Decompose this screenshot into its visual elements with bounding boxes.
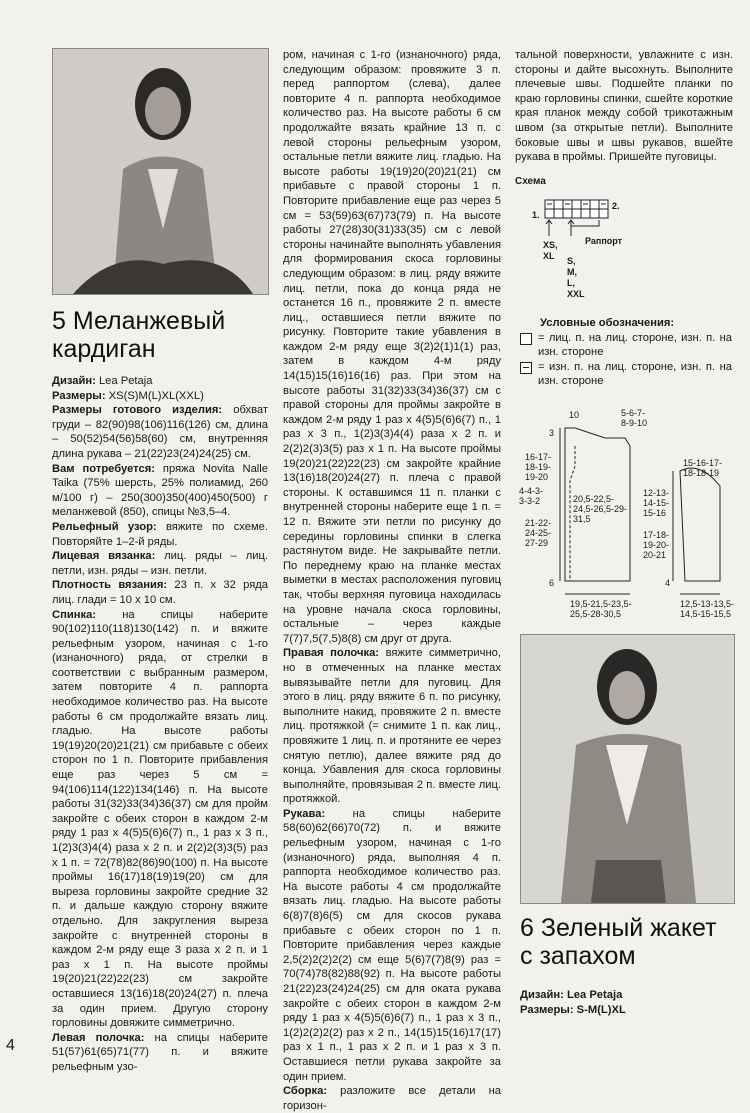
paragraph [52, 389, 268, 404]
model-silhouette-icon [521, 635, 734, 903]
paragraph [283, 807, 501, 1084]
project6-meta [520, 988, 626, 1017]
paragraph-label: Размеры: [52, 389, 106, 402]
paragraph [52, 1031, 268, 1075]
schema-size: M, [567, 267, 577, 277]
paragraph-text: на спицы наберите 58(60)62(66)70(72) п. и вяжите рельефным узором, начиная с 1-го (изнаночного) ряда, выполняя 4 п. раппорта необходимое количество раз. На высоте работы 4 см продолжайте вязать лиц. гладью. На высоте работы 6(8)7(8)6(5) см для скосов рукава прибавьте с обеих сторон по 1 п. Повторите прибавления через каждые 2,5(2)2(2)2(2) см еще 5(6)7(7)8(9) раз = 70(74)78(82)88(92) п. На высоте работы 21(22)23(24)24(25) см для оката рукава закройте с обеих сторон в каждом 2-м ряду 1 раз x 4(5)5(6)6(7) п., 1 раз x 3 п., 1(2)2(2)2(2) раз x 2 п., 14(15)15(16)17(17) раз x 1 п., 1 раз x 2 п. и 1 раз x 3 п. Оставшиеся петли рукава закройте за один прием. [283, 807, 501, 1083]
sleeve-label-cap: 15-16-17-18-18-19 [683, 458, 723, 478]
schema-row1: 1. [532, 210, 540, 220]
schema-size: L, [567, 278, 575, 288]
project5-title [52, 307, 225, 363]
paragraph-text: ром, начиная с 1-го (изнаночного) ряда, следующим образом: провяжите 3 п. перед раппортом (слева), далее повторите 4 п. раппорта необходимое количество раз. На высоте работы 6 см продолжайте вязать крайние 13 п. с левой стороны рельефным узором, остальные петли вяжите лиц. гладью. На высоте работы 19(19)20(20)21(21) см прибавьте с правой стороны 1 п. Повторите прибавление еще раз через 5 см = 53(59)63(67)73(79) п. На высоте работы 27(28)30(31)33(35) см с левой стороны начинайте выполнять убавления для формирования скоса горловины следующим образом: в лиц. ряду вяжите лиц. петли, пока до конца ряда не останется 16 п., провяжите 2 п. вместе лиц., оставшиеся петли вяжите по рисунку. Повторите такие убавления в каждом 2-м ряду еще 3(2)2(1)1(1) раз, затем в каждом 4-м ряду 14(15)15(16)16(16) раз. При этом на высоте работы 31(32)33(34)36(37) см с правой стороны для проймы закройте в каждом 2-м ряду 1 раз x 4(5)5(6)6(7) п., 1 раз x 3 п., 1(2)3(3)4(4) раза x 2 п. и 2(2)2(3)3(5) раз x 1 п. На высоте проймы 19(20)21(22)22(23) см закройте крайние 13(16)18(20)24(27) п. плеча с правой стороны. К оставшимся 11 п. планки с внутренней стороны наберите еще 1 п. = 12 п. Вяжите эти петли по рисунку до середины горловины спинки в слегка растянутом виде. Не закрывайте петли. По переднему краю на планке местах выметки в местах расположения пуговиц так, чтобы верхняя пуговица находилась на уровне начала скоса горловины, остальные – через каждые 7(7)7,5(7,5)8(8) см друг от друга. [283, 49, 501, 645]
paragraph-text: пряжа Novita Nalle Taika (75% шерсть, 25% полиамид, 260 м/100 г) – 250(300)350(400)450(500) г меланжевой (850), спицы №3,5–4. [52, 462, 268, 519]
paragraph [52, 578, 268, 607]
legend-title: Условные обозначения: [540, 317, 675, 329]
sleeve-label-cuff: 4 [665, 578, 671, 588]
paragraph-text: 23 п. x 32 ряда лиц. глади = 10 x 10 см. [52, 579, 268, 606]
paragraph-text: XS(S)M(L)XL(XXL) [105, 389, 204, 402]
paragraph-text: Lea Petaja [95, 375, 153, 387]
body-label-bottom: 19,5-21,5-23,5-25,5-28-30,5 [570, 599, 632, 619]
paragraph-label: Лицевая вязанка: [52, 550, 156, 563]
paragraph [52, 549, 268, 578]
paragraph-label: Сборка: [283, 1085, 328, 1098]
paragraph [515, 48, 733, 165]
schema-sizes-left: XS, XL [543, 240, 558, 261]
schema-sizes-right [567, 256, 585, 300]
body-label-neck: 5-6-7-8-9-10 [621, 408, 648, 428]
paragraph-text: на спицы наберите 90(102)110(118)130(142) п. и вяжите рельефным узором, начиная с 1-го (изнаночного) ряда, от стрелки в соответствии с выбранным размером, затем повторите 4 п. раппорта необходимое количество раз. На высоте работы 6 см продолжайте вязать лиц. гладью. На высоте работы 19(19)20(20)21(21) см прибавьте с обеих сторон по 1 п. Повторите прибавления еще раз через 5 см = 94(106)114(122)134(146) п. На высоте работы 31(32)33(34)36(37) см для пройм закройте с обеих сторон в каждом 2-м ряду 1 раз x 4(5)5(6)6(7) п., 1 раз x 3 п., 1(2)3(3)4(4) раза x 2 п. и 2(2)2(3)3(5) раз x 1 п. = 72(78)82(86)90(100) п. На высоте проймы 16(17)18(19)19(20) см для выреза горловины закройте средние 32 п. и дальше каждую сторону вяжите отдельно. Для закругления выреза закройте с внутренней стороны в каждом 2-м ряду еще 3 раза x 2 п. и 1 раз x 1 п. На высоте проймы 19(20)21(22)22(23) см закройте оставшиеся 13(16)18(20)24(27) п. плеча за один прием. Другую сторону горловины довяжите симметрично. [52, 608, 268, 1030]
paragraph-text: разложите все детали на горизон- [283, 1085, 501, 1112]
knitting-schema [515, 176, 735, 306]
project5-title-line1: 5 Меланжевый [52, 307, 226, 335]
body-label-top: 3 [549, 428, 555, 438]
paragraph-label: Размеры готового изделия: [52, 404, 223, 417]
column-1 [52, 374, 268, 1075]
body-label-length: 21-22-24-25-27-29 [525, 518, 552, 548]
body-label-hem: 6 [549, 578, 555, 588]
paragraph-text: вяжите по схеме. Повторяйте 1–2-й ряды. [52, 520, 268, 548]
legend-item-purl: = изн. п. на лиц. стороне, изн. п. на изн. стороне [520, 360, 732, 389]
paragraph [52, 462, 268, 520]
paragraph [283, 1084, 501, 1113]
paragraph-label: Левая полочка: [52, 1031, 145, 1044]
paragraph [52, 520, 268, 549]
paragraph-label: Рельефный узор: [52, 520, 157, 533]
column-3 [515, 48, 733, 165]
paragraph [52, 374, 268, 389]
paragraph-label: Спинка: [52, 608, 97, 621]
sleeve-label-bottom: 12,5-13-13,5-14,5-15-15,5 [680, 599, 735, 619]
legend-item-knit: = лиц. п. на лиц. стороне, изн. п. на изн. стороне [520, 331, 732, 360]
pattern-diagram [515, 406, 745, 626]
paragraph-label: Вам потребуется: [52, 462, 155, 475]
body-label-armhole: 16-17-18-19-19-20 [525, 452, 552, 482]
cardigan-photo [52, 48, 269, 295]
sleeve-label-len: 17-18-19-20-20-21 [643, 530, 670, 560]
project6-designer: Дизайн: Lea Petaja [520, 989, 623, 1001]
project5-title-line2: кардиган [52, 335, 156, 363]
paragraph-text: тальной поверхности, увлажните с изн. стороны и дайте высохнуть. Выполните плечевые швы. Подшейте планки по краю горловины спинки, сшейте короткие края планок между собой трикотажным швом (за открытые петли). Выполните боковые швы и швы рукавов, вшейте рукава в проймы. Пришейте пуговицы. [515, 49, 733, 164]
schema-rapport: Раппорт [585, 236, 623, 246]
paragraph [283, 646, 501, 807]
paragraph [52, 403, 268, 461]
column-2 [283, 48, 501, 1113]
dash-square-icon [520, 362, 532, 374]
sleeve-label-upper: 12-13-14-15-15-16 [643, 488, 670, 518]
paragraph [283, 48, 501, 646]
paragraph-text: лиц. ряды – лиц. петли, изн. ряды – изн. петли. [52, 550, 268, 577]
body-label-shoulder: 10 [569, 410, 580, 420]
schema-title: Схема [515, 176, 546, 187]
project6-title-line1: 6 Зеленый жакет [520, 914, 717, 942]
empty-square-icon [520, 333, 532, 345]
paragraph-label: Рукава: [283, 807, 326, 820]
model-silhouette-icon [53, 49, 268, 294]
jacket-photo [520, 634, 735, 904]
paragraph-text: обхват груди – 82(90)98(106)116(126) см, длина – 50(52)54(56)58(60) см, внутренняя длина рукава – 21(22)23(24)24(25) см. [52, 404, 268, 460]
body-label-side: 4-4-3-3-3-2 [519, 486, 544, 506]
page-number: 4 [6, 1037, 15, 1054]
paragraph [52, 608, 268, 1031]
body-label-width: 20,5-22,5-24,5-26,5-29-31,5 [573, 494, 628, 524]
schema-row2: 2. [612, 201, 620, 211]
paragraph-text: на спицы наберите 51(57)61(65)71(77) п. и вяжите рельефным узо- [52, 1031, 269, 1073]
paragraph-label: Правая полочка: [283, 647, 380, 660]
schema-size: XXL [567, 289, 585, 299]
project6-sizes: Размеры: S-M(L)XL [520, 1003, 626, 1016]
legend [520, 316, 732, 389]
schema-size: S, [567, 256, 576, 266]
paragraph-label: Плотность вязания: [52, 579, 168, 592]
paragraph-label: Дизайн: [52, 375, 96, 387]
paragraph-text: вяжите симметрично, но в отмеченных на планке местах вывязывайте петли для пуговиц. Для этого в лиц. ряду вяжите 6 п. по рисунку, выполните накид, провяжите 2 п. вместе лиц. протяжкой (= снимите 1 п. как лиц., провяжите 1 лиц. п. и протяните ее через снятую петлю), далее вяжите ряд до конца. Убавления для скоса горловины выполняйте, провязывая 2 п. вместе лиц. протяжкой. [283, 647, 501, 806]
project6-title [520, 914, 717, 970]
project6-title-line2: с запахом [520, 942, 636, 970]
